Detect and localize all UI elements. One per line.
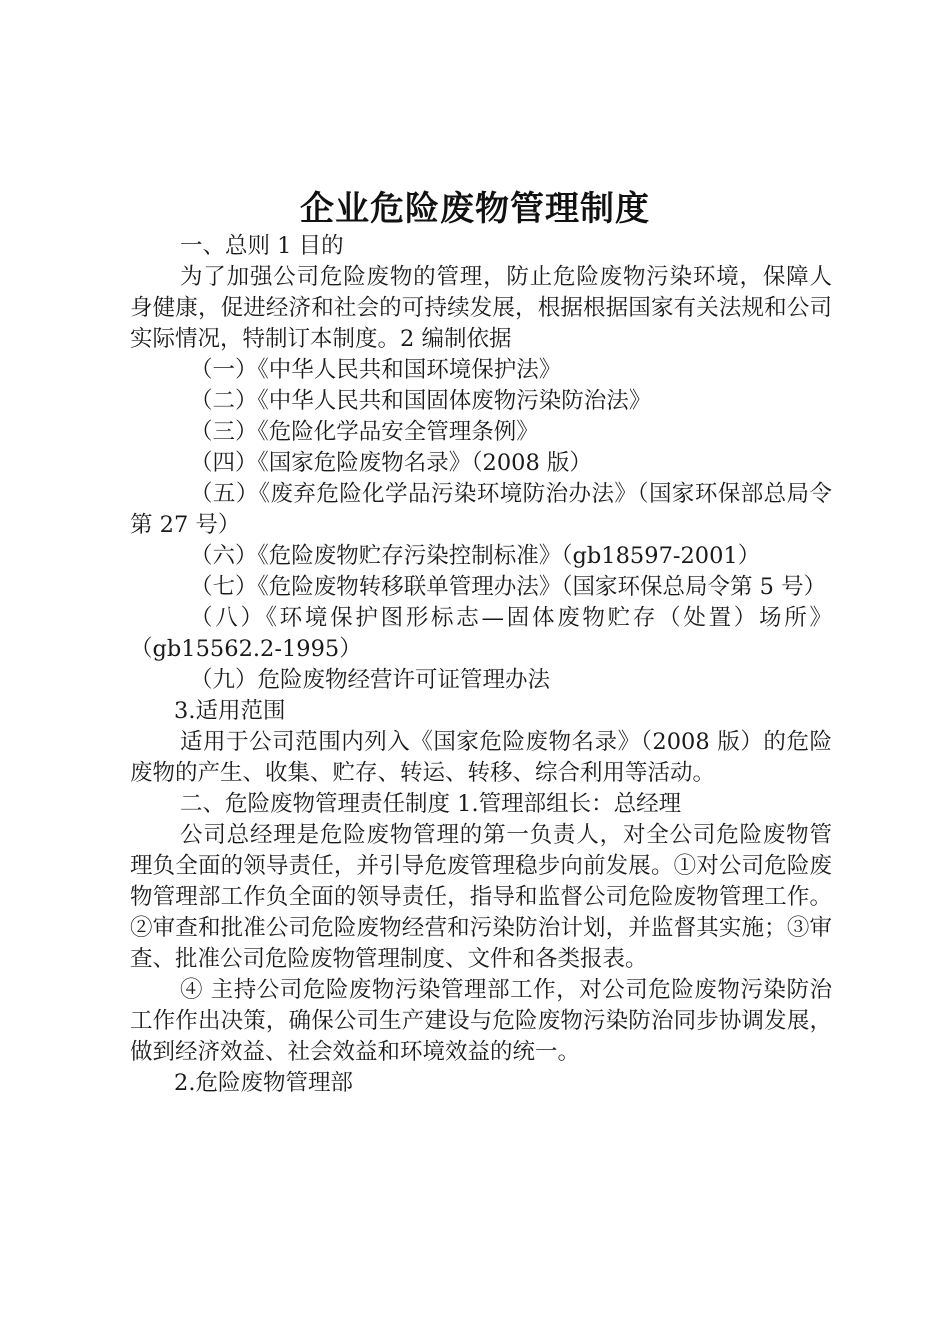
basis-item-3: （三）《危险化学品安全管理条例》 <box>190 419 539 445</box>
paragraph-purpose: 为了加强公司危险废物的管理，防止危险废物污染环境，保障人身健康，促进经济和社会的可持续发展，根据根据国家有关法规和公司实际情况，特制订本制度。2 编制依据 <box>130 264 832 352</box>
basis-item-9: （九）危险废物经营许可证管理办法 <box>190 667 551 693</box>
paragraph-duty-4: ④ 主持公司危险废物污染管理部工作，对公司危险废物污染防治工作作出决策，确保公司生产建设与危险废物污染防治同步协调发展，做到经济效益、社会效益和环境效益的统一。 <box>130 977 832 1065</box>
document-title: 企业危险废物管理制度 <box>300 189 650 229</box>
section-heading-general: 一、总则 1 目的 <box>180 233 344 259</box>
basis-item-4: （四）《国家危险废物名录》（2008 版） <box>190 450 592 476</box>
section-heading-scope: 3.适用范围 <box>174 698 286 724</box>
paragraph-scope: 适用于公司范围内列入《国家危险废物名录》（2008 版）的危险废物的产生、收集、贮存、转运、转移、综合利用等活动。 <box>130 729 832 786</box>
basis-item-8: （八）《环境保护图形标志—固体废物贮存（处置）场所》（gb15562.2-1995） <box>130 605 832 662</box>
basis-item-6: （六）《危险废物贮存污染控制标准》（gb18597-2001） <box>190 543 761 569</box>
document-body <box>130 231 832 1099</box>
basis-item-7: （七）《危险废物转移联单管理办法》（国家环保总局令第 5 号） <box>190 574 827 600</box>
section-heading-management-dept: 2.危险废物管理部 <box>174 1070 353 1096</box>
basis-item-5: （五）《废弃危险化学品污染环境防治办法》（国家环保部总局令第 27 号） <box>130 481 832 538</box>
basis-item-1: （一）《中华人民共和国环境保护法》 <box>190 357 562 383</box>
section-heading-responsibility: 二、危险废物管理责任制度 1.管理部组长：总经理 <box>180 791 682 817</box>
basis-item-2: （二）《中华人民共和国固体废物污染防治法》 <box>190 388 652 414</box>
paragraph-general-manager: 公司总经理是危险废物管理的第一负责人，对全公司危险废物管理负全面的领导责任，并引导危废管理稳步向前发展。①对公司危险废物管理部工作负全面的领导责任，指导和监督公司危险废物管理工作。②审查和批准公司危险废物经营和污染防治计划，并监督其实施；③审查、批准公司危险废物管理制度、文件和各类报表。 <box>130 822 832 972</box>
